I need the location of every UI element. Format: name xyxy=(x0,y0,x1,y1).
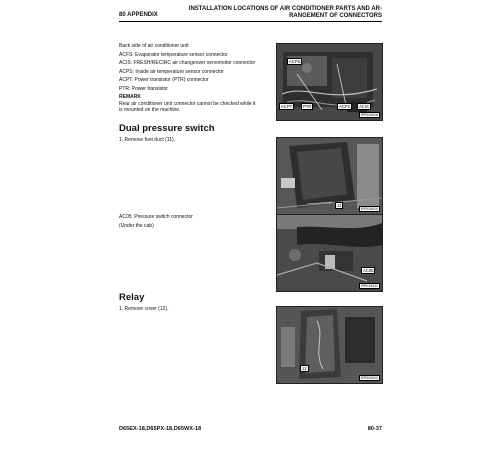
photo-relay-cover-image xyxy=(277,307,382,383)
photo-code: RP019412 xyxy=(361,375,378,380)
page-title-line2: RANGEMENT OF CONNECTORS xyxy=(289,13,382,19)
connector-info xyxy=(119,214,269,229)
intro-line: ACPT: Power transistor (PTR) connector xyxy=(119,77,209,83)
page-title-line1: INSTALLATION LOCATIONS OF AIR CONDITIONER PARTS AND AR- xyxy=(188,6,382,12)
dual-step: 1. Remove foot duct (11). xyxy=(119,137,176,143)
photo-code: RP019416 xyxy=(361,112,378,117)
callout-12: 12 xyxy=(302,366,307,371)
intro-line: PTR: Power transistor xyxy=(119,85,168,92)
relay-heading: Relay xyxy=(119,292,145,303)
callout-acis: ACIS xyxy=(359,104,369,109)
callout-acpt: ACPT xyxy=(281,104,293,109)
intro-line: ACPS: Inside air temperature sensor connector xyxy=(119,68,224,75)
callout-ac05: AC05 xyxy=(363,268,374,273)
header-rule xyxy=(119,21,382,22)
footer-models: D65EX-18,D65PX-18,D65WX-18 xyxy=(119,426,202,432)
remark-text-1: Rear air conditioner unit connector cannot be checked while it xyxy=(119,100,256,107)
photo-ac-unit xyxy=(276,43,383,121)
intro-line: Back side of air conditioner unit xyxy=(119,43,189,49)
intro-line: ACFS: Evaporator temperature sensor connector xyxy=(119,51,228,58)
section-title: 80 APPENDIX xyxy=(119,12,158,18)
remark-label: REMARK xyxy=(119,94,141,100)
photo-pressure-switch xyxy=(276,214,383,292)
intro-block xyxy=(119,43,269,114)
connector-line: AC05: Pressure switch connector xyxy=(119,214,193,220)
callout-11: 11 xyxy=(337,203,342,208)
connector-line: (Under the cab) xyxy=(119,222,154,229)
callout-acfs: ACFS xyxy=(339,104,351,109)
photo-code: RP019410 xyxy=(361,206,378,211)
dual-pressure-heading: Dual pressure switch xyxy=(119,123,215,134)
relay-step: 1. Remove cover (12). xyxy=(119,306,169,312)
callout-ptr: PTR xyxy=(303,104,312,109)
page-number: 80-37 xyxy=(367,426,382,432)
remark-text-2: is mounted on the machine. xyxy=(119,107,181,113)
photo-foot-duct-image xyxy=(277,138,382,214)
photo-pressure-switch-image xyxy=(277,215,382,291)
photo-relay-cover xyxy=(276,306,383,384)
intro-line: ACIS: FRESH/RECIRC air changeover servomotor connector xyxy=(119,60,256,66)
photo-code: RP019411 xyxy=(361,283,378,288)
page-title xyxy=(182,6,382,20)
callout-acps: ACPS xyxy=(289,59,301,64)
photo-foot-duct xyxy=(276,137,383,215)
